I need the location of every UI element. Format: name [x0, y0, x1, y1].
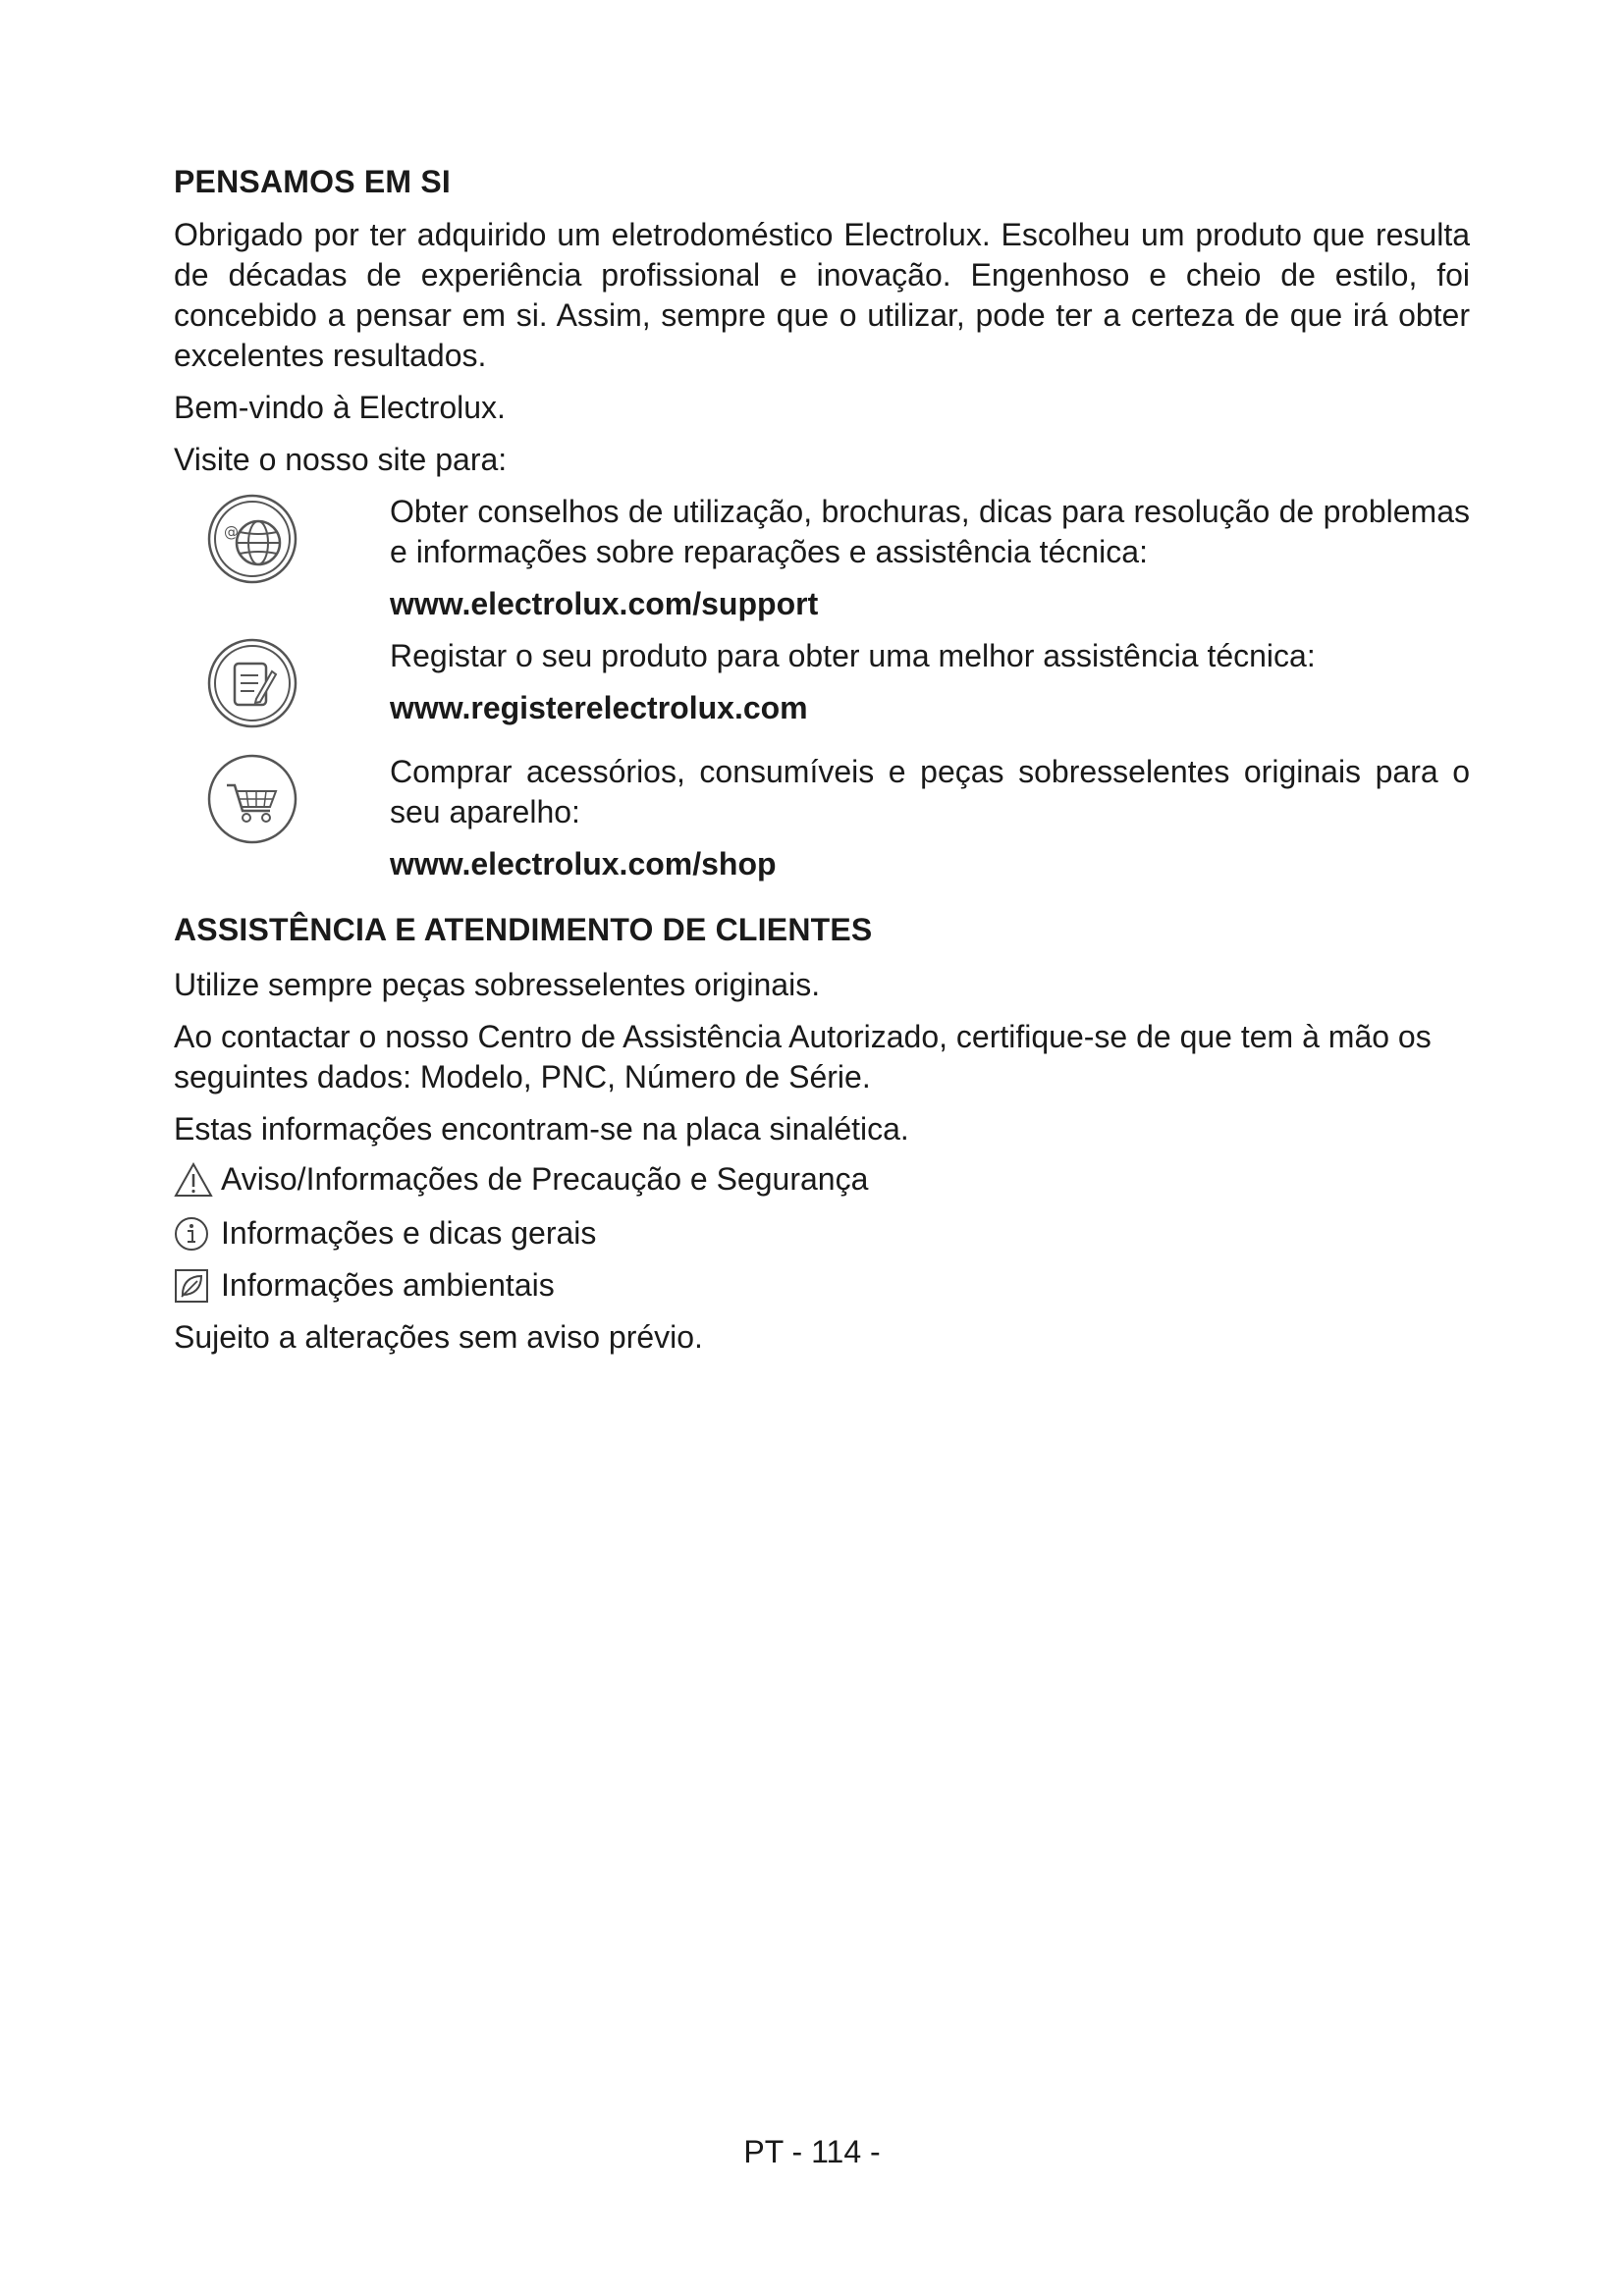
- warning-label: Aviso/Informações de Precaução e Segurança: [221, 1161, 869, 1197]
- leaf-icon: [174, 1268, 209, 1304]
- notepad-icon: [205, 636, 299, 730]
- page-number: PT - 114 -: [743, 2134, 881, 2169]
- intro-paragraph: Obrigado por ter adquirido um eletrodoméstico Electrolux. Escolheu um produto que resulta de décadas de experiência profissional e inovação. Engenhoso e cheio de estilo, foi concebido a pensar em si. Assim, sempre que o utilizar, pode ter a certeza de que irá obter excelentes resultados.: [174, 217, 1470, 373]
- welcome-text: Bem-vindo à Electrolux.: [174, 390, 506, 425]
- svg-text:@: @: [224, 523, 239, 541]
- cart-icon: [205, 752, 299, 846]
- support-link[interactable]: www.electrolux.com/support: [390, 586, 819, 621]
- rating-plate-text: Estas informações encontram-se na placa sinalética.: [174, 1111, 909, 1147]
- info-icon: [174, 1216, 209, 1252]
- section-heading-assistencia: ASSISTÊNCIA E ATENDIMENTO DE CLIENTES: [174, 912, 873, 947]
- visit-text: Visite o nosso site para:: [174, 442, 508, 477]
- visit-item-register: [174, 636, 1470, 730]
- visit-item-shop: [174, 752, 1470, 884]
- symbol-leaf-row: [174, 1265, 1470, 1306]
- shop-link[interactable]: www.electrolux.com/shop: [390, 846, 777, 881]
- contact-text: Ao contactar o nosso Centro de Assistência Autorizado, certifique-se de que tem à mão os seguintes dados: Modelo, PNC, Número de Série.: [174, 1019, 1432, 1095]
- register-description: Registar o seu produto para obter uma melhor assistência técnica:: [390, 638, 1316, 673]
- symbol-warning-row: [174, 1159, 1470, 1200]
- leaf-label: Informações ambientais: [221, 1267, 555, 1303]
- globe-icon: [205, 492, 299, 586]
- warning-icon: [174, 1162, 213, 1198]
- info-label: Informações e dicas gerais: [221, 1215, 597, 1251]
- register-link[interactable]: www.registerelectrolux.com: [390, 690, 808, 725]
- original-parts-text: Utilize sempre peças sobresselentes originais.: [174, 967, 821, 1002]
- disclaimer-text: Sujeito a alterações sem aviso prévio.: [174, 1319, 703, 1355]
- document-page: [174, 162, 1470, 1358]
- support-description: Obter conselhos de utilização, brochuras, dicas para resolução de problemas e informações sobre reparações e assistência técnica:: [390, 494, 1470, 569]
- symbol-info-row: [174, 1213, 1470, 1254]
- shop-description: Comprar acessórios, consumíveis e peças sobresselentes originais para o seu aparelho:: [390, 754, 1470, 829]
- visit-item-support: [174, 492, 1470, 624]
- section-heading-pensamos: PENSAMOS EM SI: [174, 164, 451, 199]
